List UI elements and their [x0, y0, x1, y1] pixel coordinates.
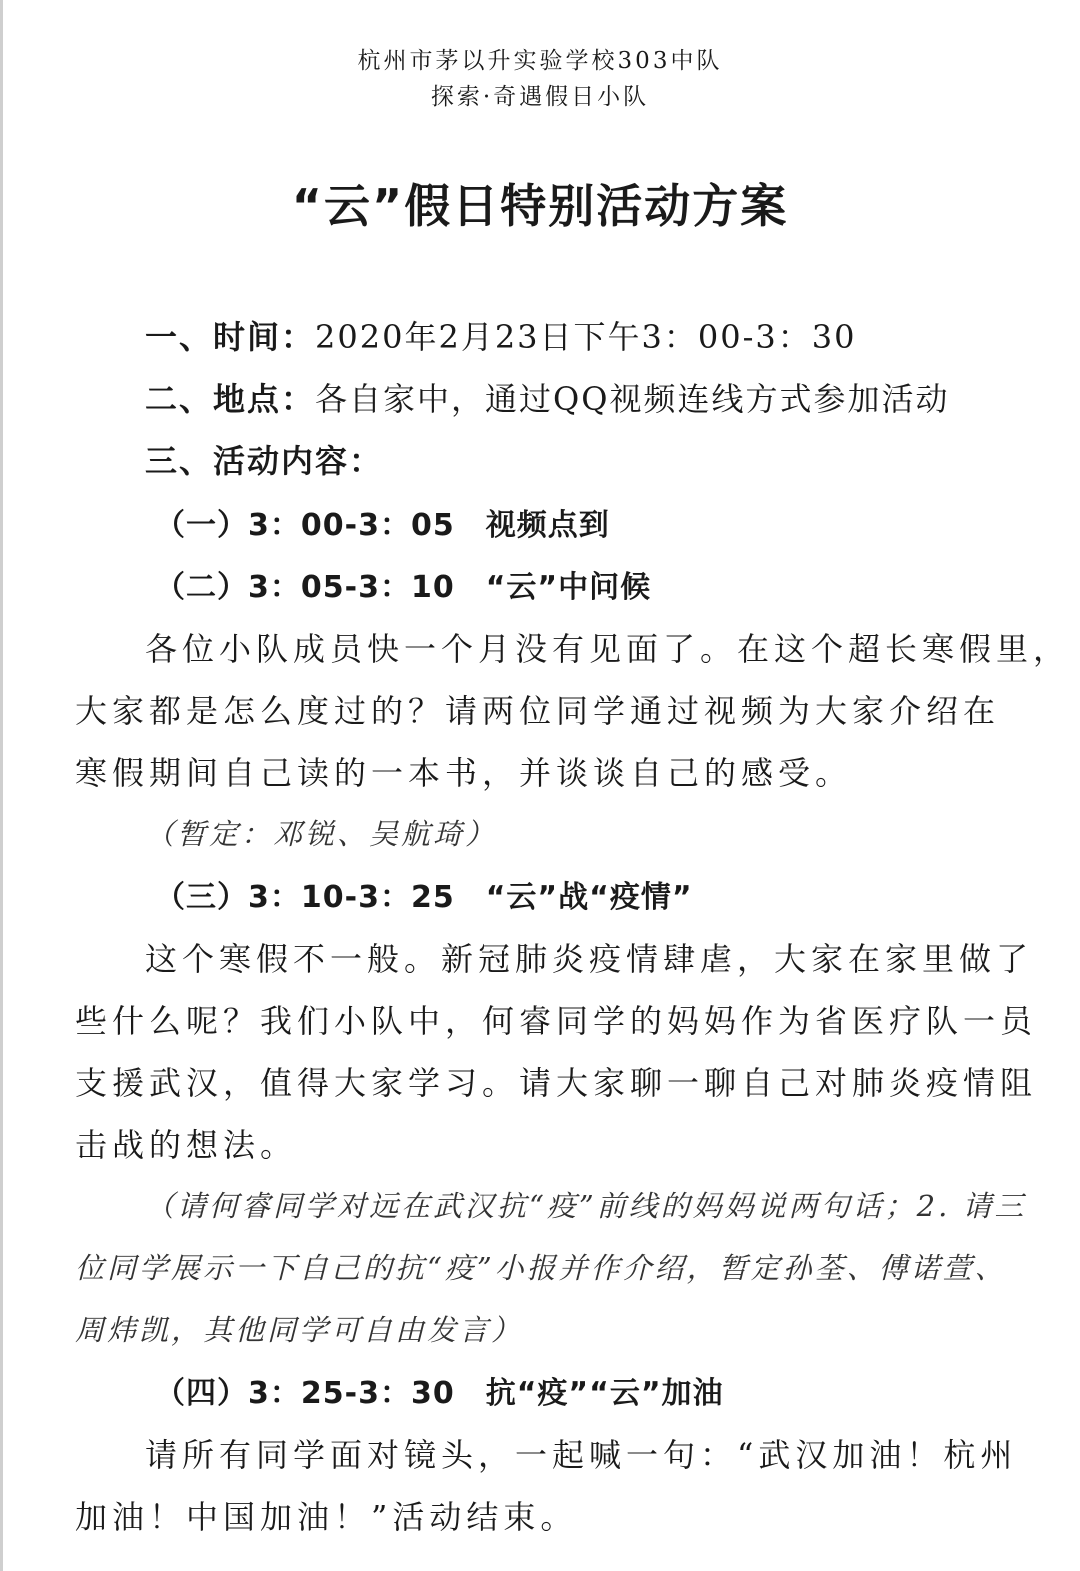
section-place-label: 二、地点： [145, 380, 316, 418]
activity-4-text: 请所有同学面对镜头，一起喊一句：“武汉加油！杭州 [145, 1436, 1018, 1474]
activity-3-note: （请何睿同学对远在武汉抗“疫”前线的妈妈说两句话；2. 请三 [145, 1189, 1027, 1223]
section-content-label: 三、活动内容： [145, 442, 384, 480]
activity-4-text: 加油！中国加油！”活动结束。 [75, 1498, 578, 1536]
activity-3-text: 支援武汉，值得大家学习。请大家聊一聊自己对肺炎疫情阻 [75, 1064, 1038, 1102]
activity-1-heading: （一）3：00-3：05 视频点到 [155, 508, 610, 543]
activity-2-heading: （二）3：05-3：10 “云”中问候 [155, 570, 652, 605]
activity-4-heading: （四）3：25-3：30 抗“疫”“云”加油 [155, 1376, 724, 1411]
section-time-label: 一、时间： [145, 318, 316, 356]
section-time-value: 2020年2月23日下午3：00-3：30 [315, 318, 857, 356]
section-place [145, 374, 950, 420]
section-time [145, 312, 857, 358]
section-content [145, 436, 383, 482]
activity-3-text: 些什么呢？我们小队中，何睿同学的妈妈作为省医疗队一员 [75, 1002, 1038, 1040]
school-name: 杭州市茅以升实验学校303中队 [357, 48, 723, 74]
section-place-value: 各自家中，通过QQ视频连线方式参加活动 [315, 380, 950, 418]
activity-3-text: 这个寒假不一般。新冠肺炎疫情肆虐，大家在家里做了 [145, 940, 1034, 978]
activity-3-note: 周炜凯，其他同学可自由发言） [75, 1313, 524, 1347]
activity-3-heading: （三）3：10-3：25 “云”战“疫情” [155, 880, 693, 915]
activity-2-note: （暂定：邓锐、吴航琦） [145, 817, 498, 851]
team-name: 探索·奇遇假日小队 [430, 84, 650, 110]
activity-2-text: 各位小队成员快一个月没有见面了。在这个超长寒假里， [145, 630, 1071, 668]
activity-2-text: 大家都是怎么度过的？请两位同学通过视频为大家介绍在 [75, 692, 1001, 730]
activity-3-note: 位同学展示一下自己的抗“疫”小报并作介绍，暂定孙荃、傅诺萱、 [75, 1251, 1007, 1285]
activity-2-text: 寒假期间自己读的一本书，并谈谈自己的感受。 [75, 754, 853, 792]
activity-3-text: 击战的想法。 [75, 1126, 298, 1164]
document-title: “云”假日特别活动方案 [291, 179, 789, 233]
